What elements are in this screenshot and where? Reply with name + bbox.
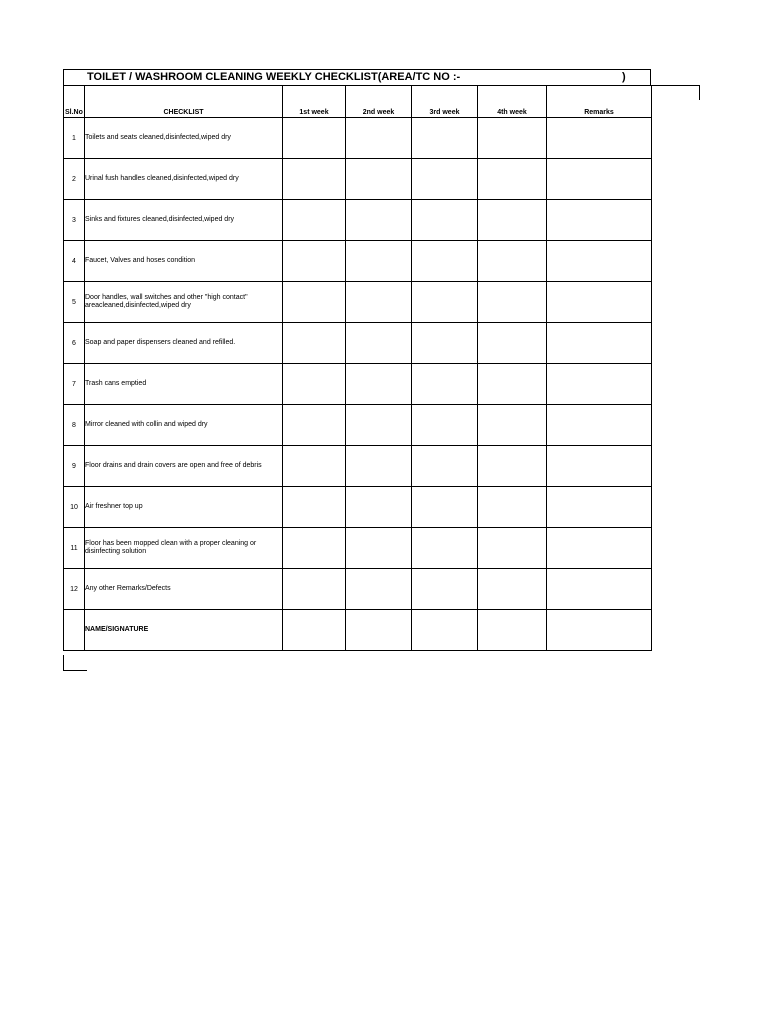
header-week-1: 1st week — [283, 86, 346, 118]
signature-row — [64, 610, 652, 651]
remarks-cell[interactable] — [547, 118, 652, 159]
week-2-cell[interactable] — [346, 364, 412, 405]
week-3-cell[interactable] — [412, 446, 478, 487]
table-row — [64, 282, 652, 323]
checklist-item: Faucet, Valves and hoses condition — [85, 241, 283, 282]
sl-no-cell: 12 — [64, 569, 85, 610]
border-line — [63, 670, 87, 671]
week-3-cell[interactable] — [412, 487, 478, 528]
checklist-item: Floor has been mopped clean with a proper cleaning or disinfecting solution — [85, 528, 283, 569]
sl-no-cell: 4 — [64, 241, 85, 282]
table-row — [64, 323, 652, 364]
week-4-cell[interactable] — [478, 118, 547, 159]
signature-week-4-cell[interactable] — [478, 610, 547, 651]
sl-no-cell: 10 — [64, 487, 85, 528]
checklist-item: Any other Remarks/Defects — [85, 569, 283, 610]
checklist-item: Mirror cleaned with collin and wiped dry — [85, 405, 283, 446]
remarks-cell[interactable] — [547, 241, 652, 282]
sl-no-cell: 3 — [64, 200, 85, 241]
checklist-item: Soap and paper dispensers cleaned and refilled. — [85, 323, 283, 364]
week-1-cell[interactable] — [283, 569, 346, 610]
checklist-item: Urinal fush handles cleaned,disinfected,wiped dry — [85, 159, 283, 200]
week-3-cell[interactable] — [412, 200, 478, 241]
remarks-cell[interactable] — [547, 323, 652, 364]
border-line — [63, 655, 64, 670]
week-2-cell[interactable] — [346, 241, 412, 282]
header-remarks: Remarks — [547, 86, 652, 118]
week-3-cell[interactable] — [412, 528, 478, 569]
header-row — [64, 86, 652, 118]
sl-no-cell: 8 — [64, 405, 85, 446]
remarks-cell[interactable] — [547, 446, 652, 487]
remarks-cell[interactable] — [547, 569, 652, 610]
week-2-cell[interactable] — [346, 487, 412, 528]
remarks-cell[interactable] — [547, 528, 652, 569]
week-2-cell[interactable] — [346, 118, 412, 159]
week-1-cell[interactable] — [283, 405, 346, 446]
signature-week-3-cell[interactable] — [412, 610, 478, 651]
week-2-cell[interactable] — [346, 323, 412, 364]
signature-week-1-cell[interactable] — [283, 610, 346, 651]
week-1-cell[interactable] — [283, 364, 346, 405]
checklist-item: Floor drains and drain covers are open and free of debris — [85, 446, 283, 487]
week-4-cell[interactable] — [478, 487, 547, 528]
sl-no-cell: 1 — [64, 118, 85, 159]
document-title: TOILET / WASHROOM CLEANING WEEKLY CHECKLIST(AREA/TC NO :- — [87, 71, 461, 83]
header-week-3: 3rd week — [412, 86, 478, 118]
remarks-cell[interactable] — [547, 159, 652, 200]
remarks-cell[interactable] — [547, 487, 652, 528]
checklist-item: Sinks and fixtures cleaned,disinfected,wiped dry — [85, 200, 283, 241]
table-row — [64, 569, 652, 610]
week-4-cell[interactable] — [478, 446, 547, 487]
week-1-cell[interactable] — [283, 200, 346, 241]
border-line — [699, 85, 700, 100]
signature-label: NAME/SIGNATURE — [85, 610, 283, 651]
week-3-cell[interactable] — [412, 118, 478, 159]
week-4-cell[interactable] — [478, 323, 547, 364]
week-1-cell[interactable] — [283, 118, 346, 159]
week-2-cell[interactable] — [346, 528, 412, 569]
signature-sl-cell — [64, 610, 85, 651]
signature-remarks-cell[interactable] — [547, 610, 652, 651]
week-3-cell[interactable] — [412, 323, 478, 364]
remarks-cell[interactable] — [547, 282, 652, 323]
border-line — [651, 85, 700, 86]
table-row — [64, 405, 652, 446]
week-4-cell[interactable] — [478, 200, 547, 241]
checklist-item: Trash cans emptied — [85, 364, 283, 405]
week-4-cell[interactable] — [478, 528, 547, 569]
week-4-cell[interactable] — [478, 241, 547, 282]
table-row — [64, 159, 652, 200]
remarks-cell[interactable] — [547, 364, 652, 405]
sl-no-cell: 5 — [64, 282, 85, 323]
week-1-cell[interactable] — [283, 446, 346, 487]
week-4-cell[interactable] — [478, 405, 547, 446]
week-2-cell[interactable] — [346, 159, 412, 200]
remarks-cell[interactable] — [547, 200, 652, 241]
sl-no-cell: 2 — [64, 159, 85, 200]
sl-no-cell: 6 — [64, 323, 85, 364]
week-3-cell[interactable] — [412, 159, 478, 200]
table-row — [64, 528, 652, 569]
week-4-cell[interactable] — [478, 364, 547, 405]
checklist-table — [63, 85, 652, 651]
week-3-cell[interactable] — [412, 405, 478, 446]
week-3-cell[interactable] — [412, 364, 478, 405]
week-2-cell[interactable] — [346, 200, 412, 241]
week-2-cell[interactable] — [346, 446, 412, 487]
header-week-4: 4th week — [478, 86, 547, 118]
title-row — [63, 69, 651, 86]
week-3-cell[interactable] — [412, 241, 478, 282]
sl-no-cell: 11 — [64, 528, 85, 569]
week-3-cell[interactable] — [412, 282, 478, 323]
table-row — [64, 446, 652, 487]
week-3-cell[interactable] — [412, 569, 478, 610]
week-2-cell[interactable] — [346, 282, 412, 323]
week-2-cell[interactable] — [346, 569, 412, 610]
week-1-cell[interactable] — [283, 241, 346, 282]
title-closing-paren: ) — [622, 71, 626, 83]
week-1-cell[interactable] — [283, 528, 346, 569]
table-row — [64, 364, 652, 405]
table-row — [64, 241, 652, 282]
week-2-cell[interactable] — [346, 405, 412, 446]
table-row — [64, 200, 652, 241]
sl-no-cell: 7 — [64, 364, 85, 405]
week-1-cell[interactable] — [283, 159, 346, 200]
header-checklist: CHECKLIST — [85, 86, 283, 118]
week-1-cell[interactable] — [283, 487, 346, 528]
checklist-item: Air freshner top up — [85, 487, 283, 528]
signature-week-2-cell[interactable] — [346, 610, 412, 651]
checklist-item: Door handles, wall switches and other "high contact" areacleaned,disinfected,wiped dry — [85, 282, 283, 323]
week-4-cell[interactable] — [478, 282, 547, 323]
table-row — [64, 118, 652, 159]
checklist-item: Toilets and seats cleaned,disinfected,wiped dry — [85, 118, 283, 159]
sl-no-cell: 9 — [64, 446, 85, 487]
header-week-2: 2nd week — [346, 86, 412, 118]
week-1-cell[interactable] — [283, 282, 346, 323]
week-4-cell[interactable] — [478, 569, 547, 610]
header-sl-no: Sl.No — [64, 86, 85, 118]
remarks-cell[interactable] — [547, 405, 652, 446]
table-row — [64, 487, 652, 528]
week-4-cell[interactable] — [478, 159, 547, 200]
week-1-cell[interactable] — [283, 323, 346, 364]
